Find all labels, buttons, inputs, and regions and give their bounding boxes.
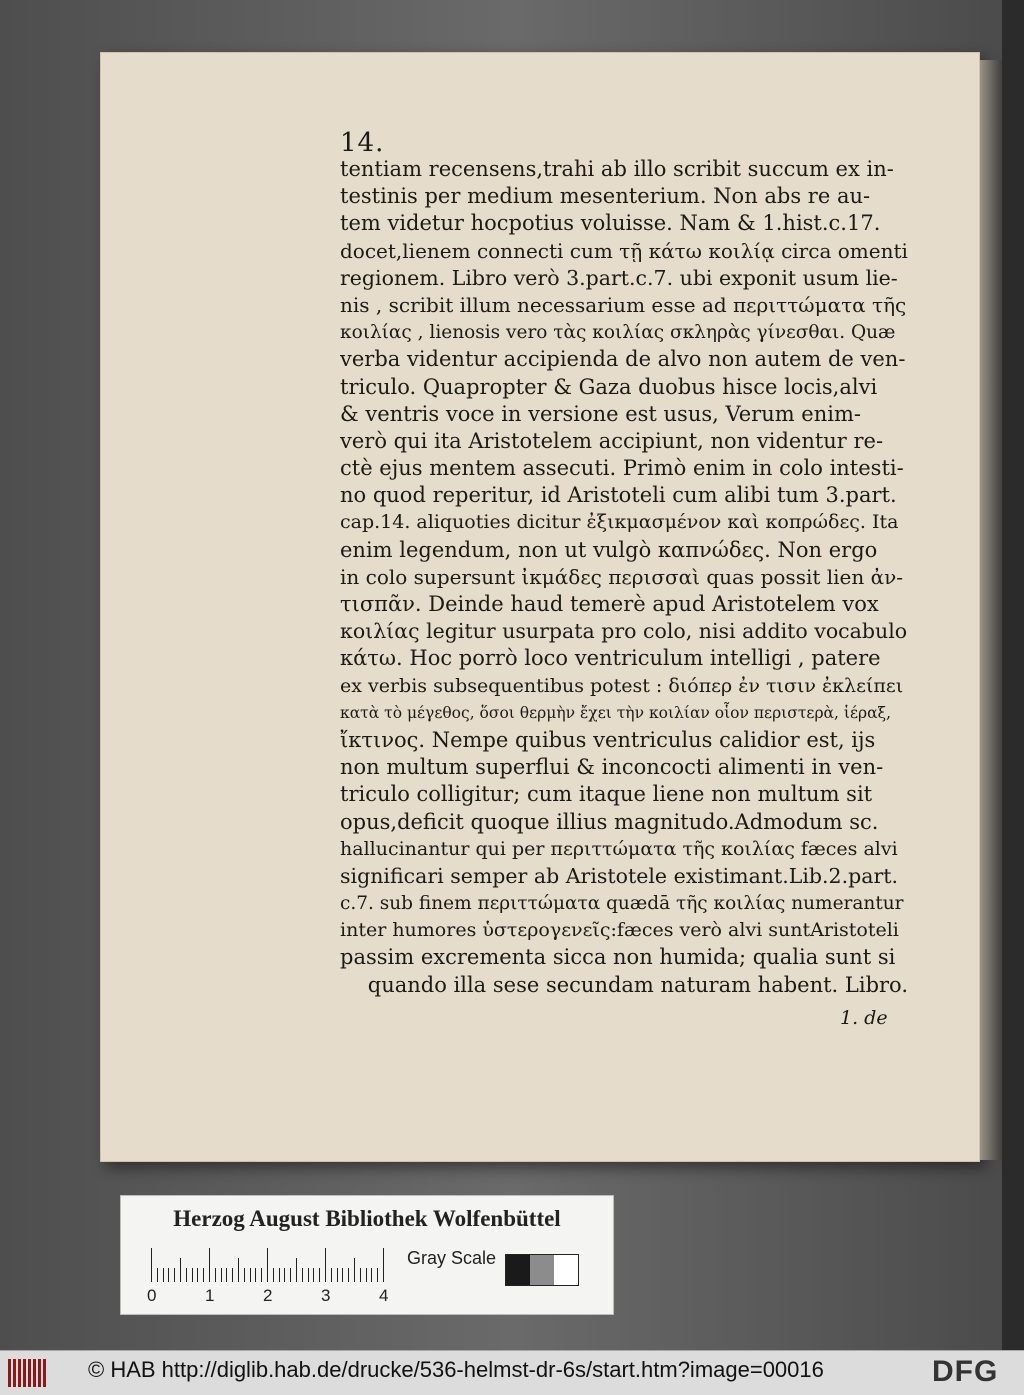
ruler-tick	[203, 1268, 204, 1282]
color-calibration-card	[120, 1195, 614, 1315]
gray-swatch	[530, 1255, 554, 1285]
ruler-tick	[348, 1268, 349, 1282]
copyright-link[interactable]: © HAB http://diglib.hab.de/drucke/536-helmst-dr-6s/start.htm?image=00016	[88, 1357, 824, 1382]
text-line: κάτω. Hoc porrò loco ventriculum intelligi , patere	[340, 646, 881, 671]
text-block	[340, 156, 908, 999]
card-title: Herzog August Bibliothek Wolfenbüttel	[173, 1206, 561, 1231]
text-line: triculo. Quapropter & Gaza duobus hisce locis,alvi	[340, 374, 878, 399]
ruler-label: 0	[147, 1286, 157, 1305]
ruler-tick	[371, 1268, 372, 1282]
ruler-tick	[383, 1248, 384, 1282]
text-line: verò qui ita Aristotelem accipiunt, non videntur re-	[340, 428, 884, 453]
ruler-tick	[261, 1268, 262, 1282]
text-line: ex verbis subsequentibus potest : διόπερ ἐν τισιν ἐκλείπει	[340, 674, 904, 697]
ruler-tick	[354, 1258, 355, 1282]
text-line: ctè ejus mentem assecuti. Primò enim in colo intesti-	[340, 456, 904, 481]
text-line: ἴκτινος. Nempe quibus ventriculus calidior est, ijs	[340, 727, 876, 752]
ruler-tick	[337, 1268, 338, 1282]
ruler-tick	[209, 1248, 210, 1282]
ruler-tick	[244, 1268, 245, 1282]
footer-bar	[0, 1350, 1024, 1395]
text-line: opus,deficit quoque illius magnitudo.Admodum sc.	[340, 809, 879, 834]
catch-word: 1. de	[840, 1007, 888, 1029]
ruler-label: 1	[205, 1286, 215, 1305]
gray-scale-strip	[505, 1254, 579, 1286]
ruler-tick	[151, 1248, 152, 1282]
text-line: κατὰ τὸ μέγεθος, ὅσοι θερμὴν ἔχει τὴν κοιλίαν οἷον περιστερὰ, ἱέραξ,	[340, 703, 892, 722]
ruler-tick	[319, 1268, 320, 1282]
text-line: passim excrementa sicca non humida; qualia sunt si	[340, 945, 896, 970]
ruler-tick	[279, 1268, 280, 1282]
ruler-tick	[377, 1268, 378, 1282]
dfg-logo: DFG	[932, 1355, 999, 1388]
text-line: docet,lienem connecti cum τῇ κάτω κοιλίᾳ circa omenti	[340, 238, 908, 263]
text-line: c.7. sub finem περιττώματα quædā τῆς κοιλίας numerantur	[340, 893, 904, 915]
text-line: enim legendum, non ut vulgò καπνώδες. Non ergo	[340, 537, 878, 562]
text-line: quando illa sese secundam naturam habent. Libro.	[367, 972, 908, 997]
ruler-tick	[325, 1248, 326, 1282]
text-line: regionem. Libro verò 3.part.c.7. ubi exponit usum lie-	[340, 265, 898, 290]
ruler-tick	[168, 1268, 169, 1282]
text-line: inter humores ὑστερογενεῖς:fæces verò alvi suntAristoteli	[340, 919, 899, 942]
text-line: tem videtur hocpotius voluisse. Nam & 1.hist.c.17.	[340, 211, 881, 236]
ruler-tick	[273, 1268, 274, 1282]
text-line: τισπᾶν. Deinde haud temerè apud Aristotelem vox	[340, 592, 879, 616]
text-line: non multum superflui & inconcocti alimenti in ven-	[340, 755, 884, 780]
text-line: nis , scribit illum necessarium esse ad περιττώματα τῆς	[340, 292, 907, 317]
text-line: testinis per medium mesenterium. Non abs re au-	[340, 184, 871, 209]
ruler-tick	[186, 1268, 187, 1282]
ruler-tick	[360, 1268, 361, 1282]
ruler-tick	[250, 1268, 251, 1282]
text-line: no quod reperitur, id Aristoteli cum alibi tum 3.part.	[340, 483, 897, 508]
page-number: 14.	[340, 128, 385, 158]
gray-scale-label: Gray Scale	[407, 1248, 497, 1268]
ruler-tick	[302, 1268, 303, 1282]
ruler-tick	[221, 1268, 222, 1282]
ruler-tick	[197, 1268, 198, 1282]
text-line: verba videntur accipienda de alvo non autem de ven-	[340, 347, 906, 372]
ruler-tick	[284, 1268, 285, 1282]
ruler-label: 3	[321, 1286, 331, 1305]
ruler-tick	[290, 1268, 291, 1282]
ruler-tick	[366, 1268, 367, 1282]
text-line: hallucinantur qui per περιττώματα τῆς κοιλίας fæces alvi	[340, 837, 898, 860]
text-line: tentiam recensens,trahi ab illo scribit succum ex in-	[340, 157, 894, 181]
text-line: κοιλίας legitur usurpata pro colo, nisi addito vocabulo	[340, 619, 908, 644]
ruler-tick	[296, 1258, 297, 1282]
page-edge-shadow	[980, 60, 1002, 1160]
ruler-tick	[174, 1268, 175, 1282]
ruler-tick	[238, 1258, 239, 1282]
ruler-tick	[232, 1268, 233, 1282]
ruler-tick	[157, 1268, 158, 1282]
ruler-tick	[267, 1248, 268, 1282]
text-line: in colo supersunt ἰκμάδες περισσαὶ quas possit lien ἀν-	[340, 564, 904, 589]
hab-logo-icon	[8, 1359, 48, 1387]
gray-swatch	[506, 1255, 530, 1285]
gray-swatch	[554, 1255, 578, 1285]
ruler-label: 2	[263, 1286, 273, 1305]
ruler-tick	[342, 1268, 343, 1282]
ruler-tick	[163, 1268, 164, 1282]
text-line: cap.14. aliquoties dicitur ἐξικμασμένον καὶ κοπρώδες. Ita	[340, 511, 899, 534]
ruler-tick	[215, 1268, 216, 1282]
text-line: κοιλίας , lienosis vero τὰς κοιλίας σκληρὰς γίνεσθαι. Quæ	[340, 322, 896, 344]
ruler-tick	[331, 1268, 332, 1282]
ruler-tick	[255, 1268, 256, 1282]
ruler-tick	[308, 1268, 309, 1282]
text-line: significari semper ab Aristotele existimant.Lib.2.part.	[340, 863, 899, 888]
ruler-label: 4	[379, 1286, 389, 1305]
ruler-tick	[313, 1268, 314, 1282]
book-spine	[1002, 0, 1024, 1350]
ruler-tick	[180, 1258, 181, 1282]
text-line: & ventris voce in versione est usus, Verum enim-	[340, 401, 861, 426]
ruler-tick	[226, 1268, 227, 1282]
ruler-tick	[192, 1268, 193, 1282]
ruler	[151, 1248, 391, 1282]
text-line: triculo colligitur; cum itaque liene non multum sit	[340, 782, 873, 807]
